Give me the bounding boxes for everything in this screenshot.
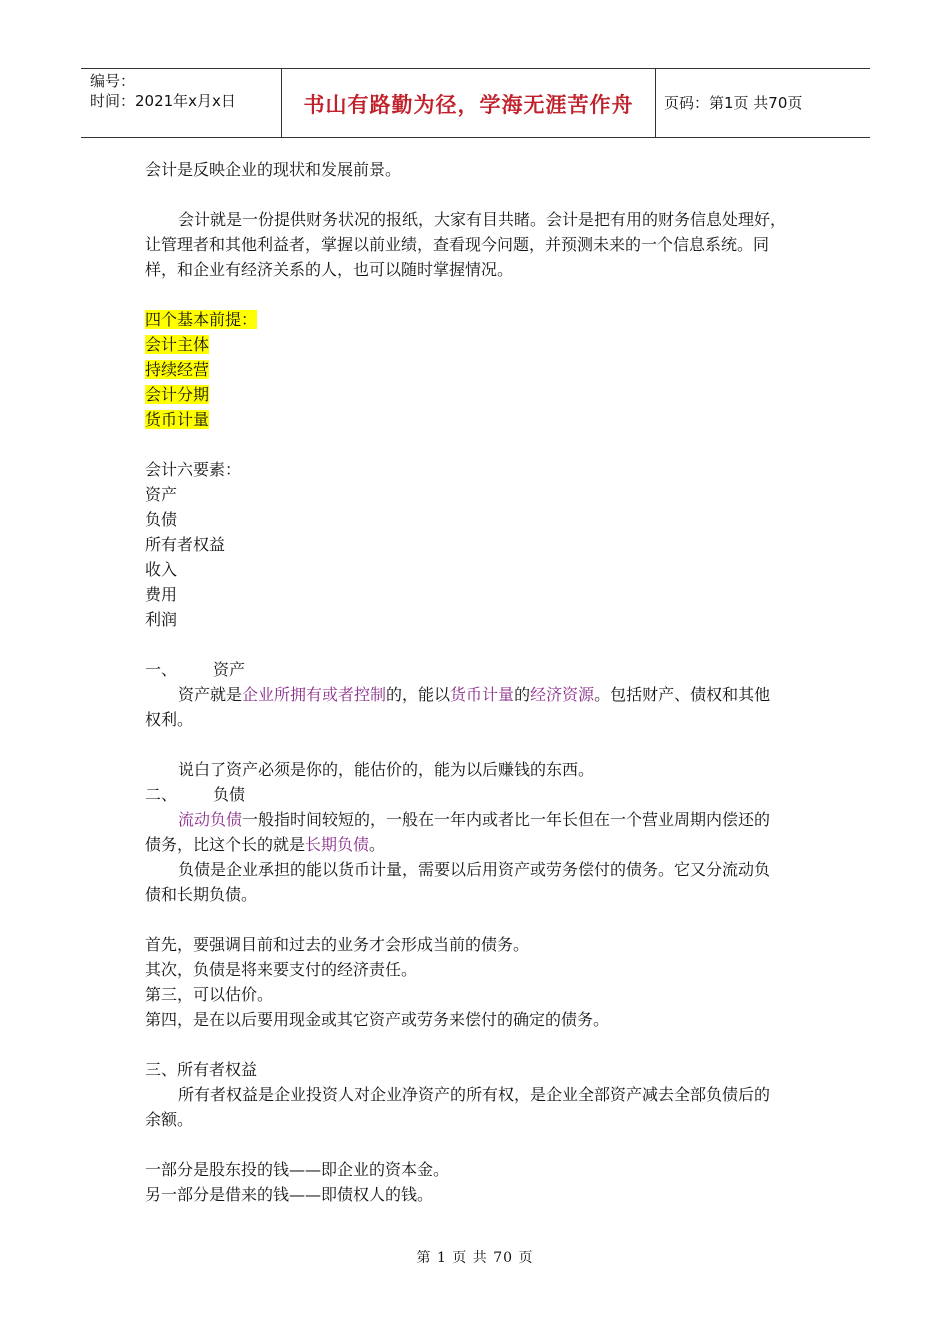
hyperlink-owned-or-controlled[interactable]: 企业所拥有或者控制 — [242, 685, 387, 704]
section-title: 负债 — [213, 785, 246, 804]
liabilities-point: 首先，要强调目前和过去的业务才会形成当前的债务。 — [145, 935, 530, 954]
text-run: 的，能以 — [386, 685, 451, 704]
liabilities-paragraph-line — [178, 809, 770, 831]
assets-paragraph-line — [178, 684, 770, 706]
premise-item — [145, 384, 209, 406]
element-item: 收入 — [145, 560, 178, 579]
premise-item — [145, 409, 209, 431]
hyperlink-long-term-liabilities[interactable]: 长期负债 — [305, 835, 370, 854]
element-item: 费用 — [145, 585, 178, 604]
section-heading-liabilities — [145, 784, 245, 806]
liabilities-definition-line: 债和长期负债。 — [145, 885, 258, 904]
section-number: 二、 — [145, 785, 178, 804]
text-run: 。 — [369, 835, 386, 854]
text-run: 资产就是 — [178, 685, 243, 704]
elements-heading: 会计六要素： — [145, 460, 242, 479]
definition-paragraph-line: 让管理者和其他利益者，掌握以前业绩，查看现今问题，并预测未来的一个信息系统。同 — [145, 235, 770, 254]
element-item: 负债 — [145, 510, 178, 529]
equity-point: 一部分是股东投的钱——即企业的资本金。 — [145, 1160, 450, 1179]
header-meta-cell — [81, 69, 281, 137]
definition-paragraph-line: 样，和企业有经济关系的人，也可以随时掌握情况。 — [145, 260, 514, 279]
premise-item-text: 持续经营 — [145, 360, 210, 379]
text-run: 一般指时间较短的，一般在一年内或者比一年长但在一个营业周期内偿还的 — [242, 810, 771, 829]
premise-item-text: 会计分期 — [145, 385, 210, 404]
definition-paragraph-line: 会计就是一份提供财务状况的报纸，大家有目共睹。会计是把有用的财务信息处理好， — [178, 210, 787, 229]
assets-paragraph-line: 权利。 — [145, 710, 194, 729]
premise-item — [145, 334, 209, 356]
intro-paragraph: 会计是反映企业的现状和发展前景。 — [145, 160, 402, 179]
premise-item-text: 会计主体 — [145, 335, 210, 354]
liabilities-point: 第三，可以估价。 — [145, 985, 274, 1004]
premise-item-text: 货币计量 — [145, 410, 210, 429]
section-heading-equity: 三、所有者权益 — [145, 1060, 258, 1079]
liabilities-definition-line: 负债是企业承担的能以货币计量，需要以后用资产或劳务偿付的债务。它又分流动负 — [178, 860, 771, 879]
text-run: 。包括财产、债权和其他 — [594, 685, 771, 704]
equity-paragraph-line: 余额。 — [145, 1110, 194, 1129]
text-run: 的 — [514, 685, 531, 704]
section-heading-assets — [145, 659, 245, 681]
document-number-label: 编号： — [90, 72, 136, 90]
equity-paragraph-line: 所有者权益是企业投资人对企业净资产的所有权，是企业全部资产减去全部负债后的 — [178, 1085, 771, 1104]
hyperlink-monetary-measure[interactable]: 货币计量 — [450, 685, 515, 704]
page-header — [81, 68, 870, 138]
element-item: 利润 — [145, 610, 178, 629]
premise-item — [145, 359, 209, 381]
header-motto-cell — [281, 69, 656, 137]
document-time-label: 时间：2021年x月x日 — [90, 92, 236, 110]
text-run: 债务，比这个长的就是 — [145, 835, 306, 854]
element-item: 资产 — [145, 485, 178, 504]
header-page-number: 页码：第1页 共70页 — [664, 94, 803, 112]
page-footer: 第 1 页 共 70 页 — [416, 1250, 534, 1266]
premises-heading — [145, 309, 257, 331]
header-page-cell — [656, 69, 870, 137]
premises-heading-text: 四个基本前提： — [145, 310, 258, 329]
section-title: 资产 — [213, 660, 246, 679]
assets-summary: 说白了资产必须是你的，能估价的，能为以后赚钱的东西。 — [178, 760, 595, 779]
hyperlink-economic-resources[interactable]: 经济资源 — [530, 685, 595, 704]
header-motto: 书山有路勤为径，学海无涯苦作舟 — [303, 93, 634, 117]
liabilities-point: 其次，负债是将来要支付的经济责任。 — [145, 960, 418, 979]
hyperlink-current-liabilities[interactable]: 流动负债 — [178, 810, 243, 829]
liabilities-point: 第四，是在以后要用现金或其它资产或劳务来偿付的确定的债务。 — [145, 1010, 610, 1029]
liabilities-paragraph-line — [145, 834, 385, 856]
section-number: 一、 — [145, 660, 178, 679]
element-item: 所有者权益 — [145, 535, 226, 554]
equity-point: 另一部分是借来的钱——即债权人的钱。 — [145, 1185, 434, 1204]
